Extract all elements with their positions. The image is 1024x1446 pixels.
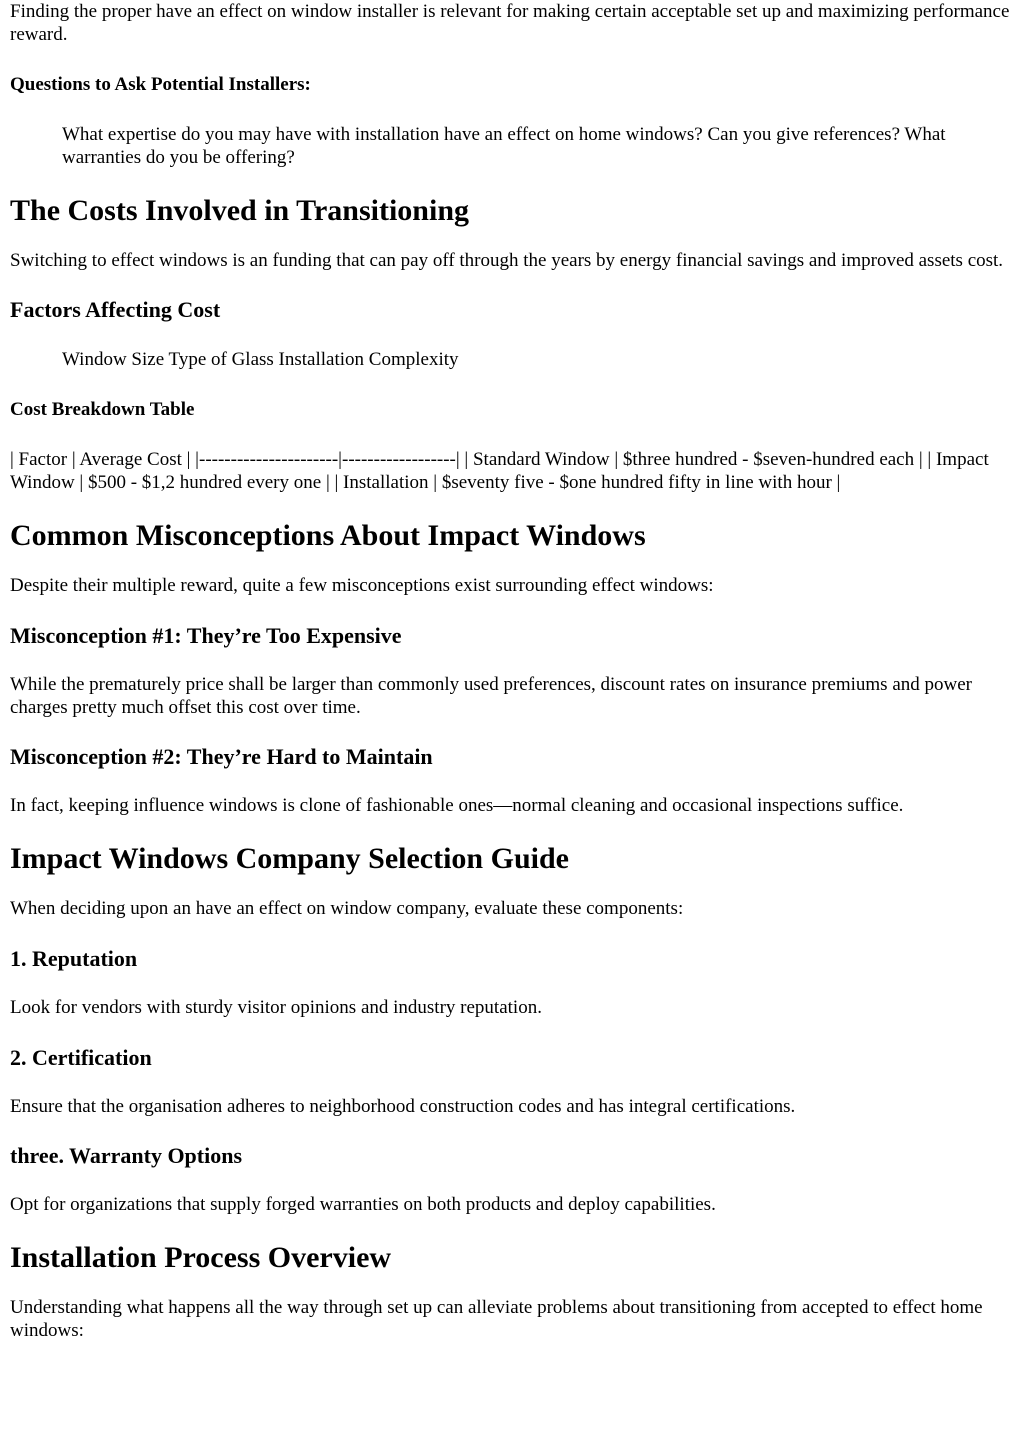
factors-quote: Window Size Type of Glass Installation Complexity — [62, 349, 459, 370]
questions-quote: What expertise do you may have with installation have an effect on home windows? Can you give references? What warranties do you be offering? — [62, 124, 946, 168]
installation-paragraph: Understanding what happens all the way through set up can alleviate problems about transitioning from accepted to effect home windows: — [10, 1297, 983, 1341]
selection-intro: When deciding upon an have an effect on window company, evaluate these components: — [10, 898, 684, 919]
selection-heading: Impact Windows Company Selection Guide — [10, 842, 569, 875]
selection-1-text: Look for vendors with sturdy visitor opinions and industry reputation. — [10, 997, 542, 1018]
selection-1-heading: 1. Reputation — [10, 946, 138, 971]
selection-3-heading: three. Warranty Options — [10, 1143, 243, 1168]
factors-heading: Factors Affecting Cost — [10, 297, 221, 322]
installation-heading: Installation Process Overview — [10, 1241, 392, 1274]
misconception-2-heading: Misconception #2: They’re Hard to Maintain — [10, 744, 433, 769]
intro-paragraph: Finding the proper have an effect on window installer is relevant for making certain acceptable set up and maximizing performance reward. — [10, 1, 1010, 45]
misconception-1-heading: Misconception #1: They’re Too Expensive — [10, 623, 402, 648]
misconception-1-text: While the prematurely price shall be larger than commonly used preferences, discount rates on insurance premiums and power charges pretty much offset this cost over time. — [10, 674, 972, 718]
cost-table-text: | Factor | Average Cost | |----------------------|------------------| | Standard Window | $three hundred - $seven-hundred each | | Impact Window | $500 - $1,2 hundred every one | | Installation | $seventy five - $one hundred fifty in line with hour | — [10, 449, 989, 493]
misconceptions-heading: Common Misconceptions About Impact Windows — [10, 519, 646, 552]
cost-table-heading: Cost Breakdown Table — [10, 399, 195, 420]
selection-2-heading: 2. Certification — [10, 1045, 152, 1070]
selection-2-text: Ensure that the organisation adheres to neighborhood construction codes and has integral certifications. — [10, 1096, 796, 1117]
costs-paragraph: Switching to effect windows is an funding that can pay off through the years by energy financial savings and improved assets cost. — [10, 250, 1004, 271]
selection-3-text: Opt for organizations that supply forged warranties on both products and deploy capabilities. — [10, 1194, 716, 1215]
questions-heading: Questions to Ask Potential Installers: — [10, 74, 311, 95]
misconception-2-text: In fact, keeping influence windows is clone of fashionable ones—normal cleaning and occasional inspections suffice. — [10, 795, 904, 816]
misconceptions-intro: Despite their multiple reward, quite a few misconceptions exist surrounding effect windows: — [10, 575, 714, 596]
costs-heading: The Costs Involved in Transitioning — [10, 194, 470, 227]
